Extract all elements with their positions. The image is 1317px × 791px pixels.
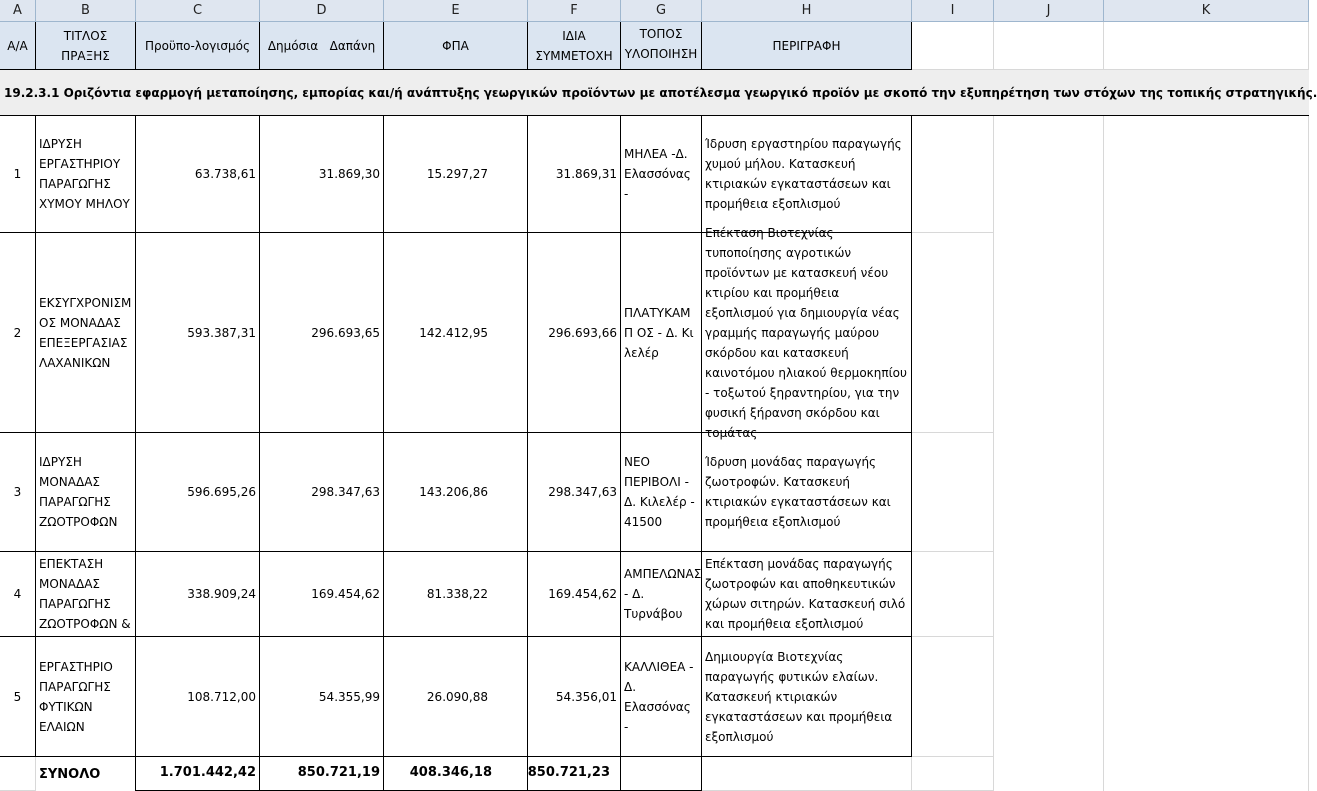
row-title[interactable]: ΕΚΣΥΓΧΡΟΝΙΣΜ ΟΣ ΜΟΝΑΔΑΣ ΕΠΕΞΕΡΓΑΣΙΑΣ ΛΑΧΑΝΙΚΩΝ	[36, 233, 136, 433]
empty-cell[interactable]	[621, 757, 702, 791]
empty-cell[interactable]	[912, 233, 994, 433]
empty-cell[interactable]	[702, 757, 912, 791]
empty-cell[interactable]	[994, 22, 1104, 70]
row-own-contribution[interactable]: 298.347,63	[528, 433, 621, 552]
row-vat[interactable]: 81.338,22	[384, 552, 528, 637]
row-vat[interactable]: 143.206,86	[384, 433, 528, 552]
gridline	[1308, 22, 1309, 791]
empty-cell[interactable]	[912, 552, 994, 637]
row-budget[interactable]: 596.695,26	[136, 433, 260, 552]
gridline	[1103, 22, 1104, 791]
row-vat[interactable]: 15.297,27	[384, 116, 528, 233]
column-header-e[interactable]: E	[384, 0, 528, 22]
column-header-j[interactable]: J	[994, 0, 1104, 22]
empty-cell[interactable]	[912, 116, 994, 233]
row-description[interactable]: Ίδρυση εργαστηρίου παραγωγής χυμού μήλου. Κατασκευή κτιριακών εγκαταστάσεων και προμήθεια εξοπλισμού	[702, 116, 912, 233]
column-header-i[interactable]: I	[912, 0, 994, 22]
row-own-contribution[interactable]: 296.693,66	[528, 233, 621, 433]
empty-cell[interactable]	[912, 22, 994, 70]
column-header-b[interactable]: B	[36, 0, 136, 22]
total-label[interactable]: ΣΥΝΟΛΟ	[36, 757, 136, 791]
header-own-contribution[interactable]: ΙΔΙΑ ΣΥΜΜΕΤΟΧΗ	[528, 22, 621, 70]
row-title[interactable]: ΕΡΓΑΣΤΗΡΙΟ ΠΑΡΑΓΩΓΗΣ ΦΥΤΙΚΩΝ ΕΛΑΙΩΝ	[36, 637, 136, 757]
total-public-expense[interactable]: 850.721,19	[260, 757, 384, 791]
row-title[interactable]: ΙΔΡΥΣΗ ΕΡΓΑΣΤΗΡΙΟΥ ΠΑΡΑΓΩΓΗΣ ΧΥΜΟΥ ΜΗΛΟΥ	[36, 116, 136, 233]
row-budget[interactable]: 593.387,31	[136, 233, 260, 433]
column-header-k[interactable]: K	[1104, 0, 1309, 22]
column-header-a[interactable]: A	[0, 0, 36, 22]
empty-cell[interactable]	[1104, 22, 1309, 70]
row-own-contribution[interactable]: 54.356,01	[528, 637, 621, 757]
row-description[interactable]: Ίδρυση μονάδας παραγωγής ζωοτροφών. Κατασκευή κτιριακών εγκαταστάσεων και προμήθεια εξοπλισμού	[702, 433, 912, 552]
row-number[interactable]: 4	[0, 552, 36, 637]
row-own-contribution[interactable]: 31.869,31	[528, 116, 621, 233]
row-own-contribution[interactable]: 169.454,62	[528, 552, 621, 637]
row-location[interactable]: ΜΗΛΕΑ -Δ. Ελασσόνας -	[621, 116, 702, 233]
row-number[interactable]: 3	[0, 433, 36, 552]
column-header-g[interactable]: G	[621, 0, 702, 22]
empty-cell[interactable]	[912, 637, 994, 757]
row-budget[interactable]: 338.909,24	[136, 552, 260, 637]
row-budget[interactable]: 63.738,61	[136, 116, 260, 233]
row-number[interactable]: 2	[0, 233, 36, 433]
total-own-contribution[interactable]: 850.721,23	[528, 757, 621, 791]
row-public-expense[interactable]: 298.347,63	[260, 433, 384, 552]
empty-cell[interactable]	[912, 757, 994, 791]
row-location[interactable]: ΚΑΛΛΙΘΕΑ - Δ. Ελασσόνας -	[621, 637, 702, 757]
header-aa[interactable]: Α/Α	[0, 22, 36, 70]
row-description[interactable]: Επέκταση Βιοτεχνίας τυποποίησης αγροτικών προϊόντων με κατασκευή νέου κτιρίου και προμήθεια εξοπλισμού για δημιουργία νέας γραμμής παραγωγής μαύρου σκόρδου και κατασκευή καινοτόμου ηλιακού θερμοκηπίου - τοξωτού ξηραντηρίου, για την φυσική ξήρανση σκόρδου και τομάτας	[702, 233, 912, 433]
row-location[interactable]: ΑΜΠΕΛΩΝΑΣ - Δ. Τυρνάβου	[621, 552, 702, 637]
header-title[interactable]: ΤΙΤΛΟΣ ΠΡΑΞΗΣ	[36, 22, 136, 70]
empty-cell[interactable]	[912, 433, 994, 552]
row-vat[interactable]: 142.412,95	[384, 233, 528, 433]
row-public-expense[interactable]: 31.869,30	[260, 116, 384, 233]
row-title[interactable]: ΙΔΡΥΣΗ ΜΟΝΑΔΑΣ ΠΑΡΑΓΩΓΗΣ ΖΩΟΤΡΟΦΩΝ	[36, 433, 136, 552]
row-number[interactable]: 1	[0, 116, 36, 233]
column-header-d[interactable]: D	[260, 0, 384, 22]
row-budget[interactable]: 108.712,00	[136, 637, 260, 757]
row-vat[interactable]: 26.090,88	[384, 637, 528, 757]
row-location[interactable]: ΠΛΑΤΥΚΑΜΠ ΟΣ - Δ. Κιλελέρ	[621, 233, 702, 433]
row-title[interactable]: ΕΠΕΚΤΑΣΗ ΜΟΝΑΔΑΣ ΠΑΡΑΓΩΓΗΣ ΖΩΟΤΡΟΦΩΝ &	[36, 552, 136, 637]
row-description[interactable]: Επέκταση μονάδας παραγωγής ζωοτροφών και αποθηκευτικών χώρων σιτηρών. Κατασκευή σιλό και προμήθεια εξοπλισμού	[702, 552, 912, 637]
row-public-expense[interactable]: 169.454,62	[260, 552, 384, 637]
row-public-expense[interactable]: 54.355,99	[260, 637, 384, 757]
empty-cell[interactable]	[0, 757, 36, 791]
header-budget[interactable]: Προϋπο-λογισμός	[136, 22, 260, 70]
total-budget[interactable]: 1.701.442,42	[136, 757, 260, 791]
total-vat[interactable]: 408.346,18	[384, 757, 528, 791]
header-public-expense[interactable]: Δημόσια Δαπάνη	[260, 22, 384, 70]
column-header-f[interactable]: F	[528, 0, 621, 22]
row-public-expense[interactable]: 296.693,65	[260, 233, 384, 433]
column-header-c[interactable]: C	[136, 0, 260, 22]
row-number[interactable]: 5	[0, 637, 36, 757]
row-location[interactable]: ΝΕΟ ΠΕΡΙΒΟΛΙ - Δ. Κιλελέρ - 41500	[621, 433, 702, 552]
header-description[interactable]: ΠΕΡΙΓΡΑΦΗ	[702, 22, 912, 70]
row-description[interactable]: Δημιουργία Βιοτεχνίας παραγωγής φυτικών ελαίων. Κατασκευή κτιριακών εγκαταστάσεων και προμήθεια εξοπλισμού	[702, 637, 912, 757]
section-title[interactable]: 19.2.3.1 Οριζόντια εφαρμογή μεταποίησης, εμπορίας και/ή ανάπτυξης γεωργικών προϊόντων με αποτέλεσμα γεωργικό προϊόν με σκοπό την εξυπηρέτηση των στόχων της τοπικής στρατηγικής.	[0, 70, 1309, 116]
header-location[interactable]: ΤΟΠΟΣ ΥΛΟΠΟΙΗΣΗ	[621, 22, 702, 70]
column-header-h[interactable]: H	[702, 0, 912, 22]
header-vat[interactable]: ΦΠΑ	[384, 22, 528, 70]
